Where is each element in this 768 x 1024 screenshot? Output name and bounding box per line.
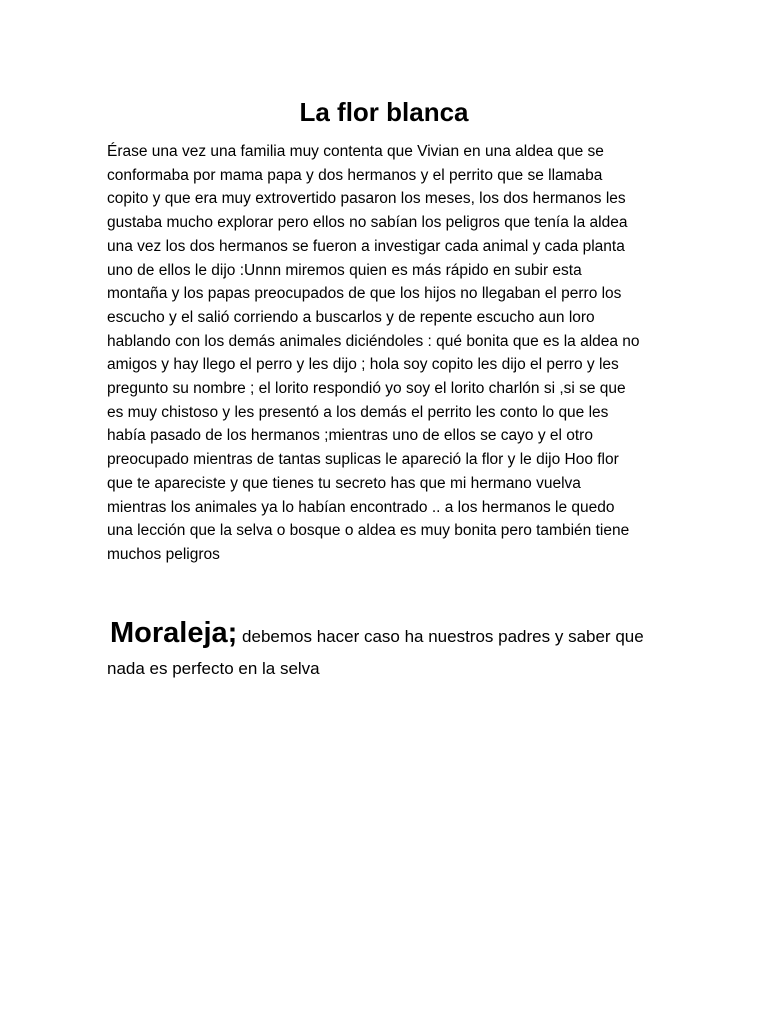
moral-label: Moraleja;: [110, 617, 238, 649]
story-paragraph: Érase una vez una familia muy contenta que Vivian en una aldea que se conformaba por mama papa y dos hermanos y el perrito que se llamaba copito y que era muy extrovertido pasaron los meses, los dos hermanos les gustaba mucho explorar pero ellos no sabían los peligros que tenía la aldea una vez los dos hermanos se fueron a investigar cada animal y cada planta uno de ellos le dijo :Unnn miremos quien es más rápido en subir esta montaña y los papas preocupados de que los hijos no llegaban el perro los escucho y el salió corriendo a buscarlos y de repente escucho aun loro hablando con los demás animales diciéndoles : qué bonita que es la aldea no amigos y hay llego el perro y les dijo ; hola soy copito les dijo el perro y les pregunto su nombre ; el lorito respondió yo soy el lorito charlón si ,si se que es muy chistoso y les presentó a los demás el perrito les conto lo que les había pasado de los hermanos ;mientras uno de ellos se cayo y el otro preocupado mientras de tantas suplicas le apareció la flor y le dijo Hoo flor que te apareciste y que tienes tu secreto has que mi hermano vuelva mientras los animales ya lo habían encontrado .. a los hermanos le quedo una lección que la selva o bosque o aldea es muy bonita pero también tiene muchos peligros: [107, 143, 640, 563]
document-title: La flor blanca: [299, 97, 469, 127]
moral-paragraph: [107, 617, 667, 685]
moral-text: debemos hacer caso ha nuestros padres y saber que nada es perfecto en la selva: [107, 627, 644, 678]
